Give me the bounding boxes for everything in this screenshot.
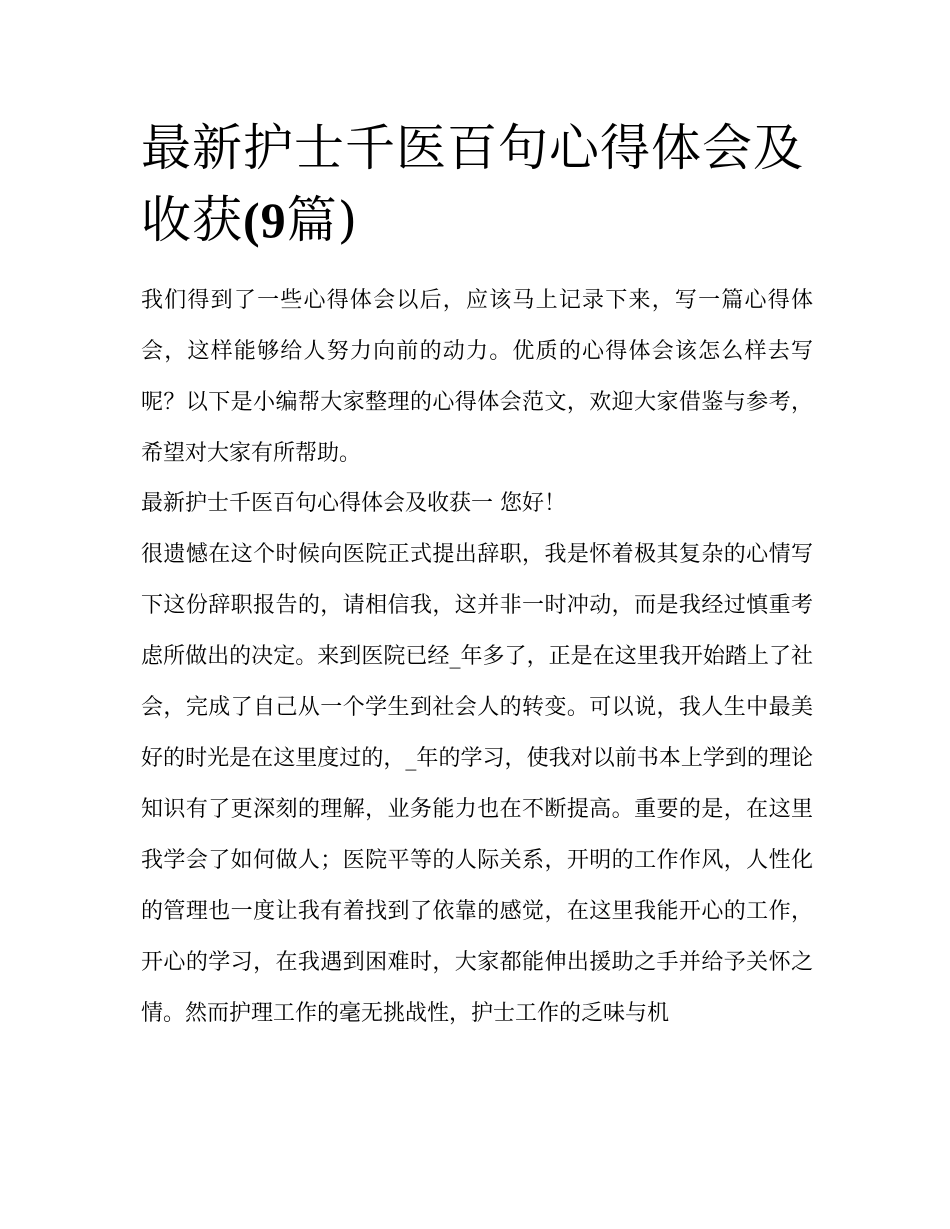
title-text: 最新护士千医百句心得体会及收获: [141, 119, 804, 249]
letter-body-paragraph: 很遗憾在这个时候向医院正式提出辞职，我是怀着极其复杂的心情写下这份辞职报告的，请相信我，这并非一时冲动，而是我经过慎重考虑所做出的决定。来到医院已经_年多了，正是在这里我开始踏上了社会，完成了自己从一个学生到社会人的转变。可以说，我人生中最美好的时光是在这里度过的，_年的学习，使我对以前书本上学到的理论知识有了更深刻的理解，业务能力也在不断提高。重要的是，在这里我学会了如何做人；医院平等的人际关系，开明的工作作风，人性化的管理也一度让我有着找到了依靠的感觉，在这里我能开心的工作，开心的学习，在我遇到困难时，大家都能伸出援助之手并给予关怀之情。然而护理工作的毫无挑战性，护士工作的乏味与机: [141, 542, 813, 1026]
section-heading: 最新护士千医百句心得体会及收获一 您好！: [141, 491, 566, 516]
document-title: [141, 112, 821, 256]
intro-paragraph: 我们得到了一些心得体会以后，应该马上记录下来，写一篇心得体会，这样能够给人努力向前的动力。优质的心得体会该怎么样去写呢？以下是小编帮大家整理的心得体会范文，欢迎大家借鉴与参考，希望对大家有所帮助。: [141, 288, 813, 466]
title-suffix: 篇): [286, 191, 359, 249]
title-count: (9: [243, 192, 287, 248]
